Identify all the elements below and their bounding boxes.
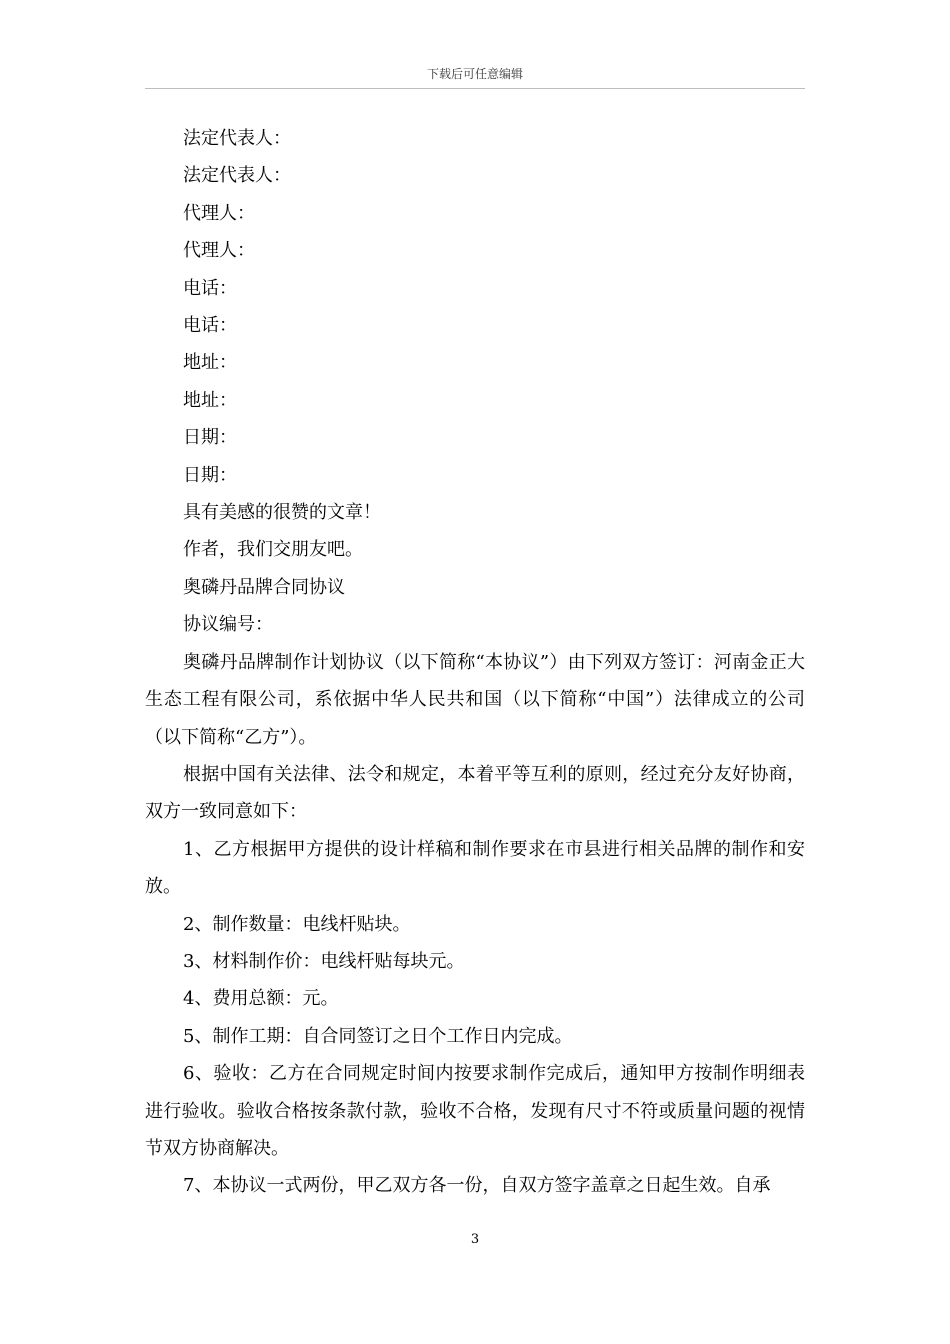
clause-1: 1、乙方根据甲方提供的设计样稿和制作要求在市县进行相关品牌的制作和安放。 [145,838,805,898]
document-body [145,120,805,1205]
field-legal-representative-1: 法定代表人： [183,128,291,149]
note-line-2: 作者，我们交朋友吧。 [183,539,363,561]
field-agent-2: 代理人： [183,240,255,262]
page-number: 3 [470,1232,480,1247]
field-date-1: 日期： [183,427,237,449]
clause-4: 4、费用总额：元。 [183,988,339,1010]
paragraph-intro: 奥磷丹品牌制作计划协议（以下简称“本协议”）由下列双方签订：河南金正大生态工程有限公司，系依据中华人民共和国（以下简称“中国”）法律成立的公司（以下简称“乙方”）。 [145,651,805,748]
field-date-2: 日期： [183,464,237,486]
field-address-2: 地址： [183,389,237,411]
clause-6: 6、验收：乙方在合同规定时间内按要求制作完成后，通知甲方按制作明细表进行验收。验收合格按条款付款，验收不合格，发现有尺寸不符或质量问题的视情节双方协商解决。 [145,1063,805,1159]
paragraph-basis: 根据中国有关法律、法令和规定，本着平等互利的原则，经过充分友好协商，双方一致同意如下： [145,763,805,823]
field-phone-1: 电话： [183,277,237,299]
field-legal-representative-2: 法定代表人： [183,165,291,187]
field-address-1: 地址： [183,352,237,374]
page-header: 下载后可任意编辑 [426,67,523,81]
field-phone-2: 电话： [183,315,237,337]
clause-2: 2、制作数量：电线杆贴块。 [183,913,411,935]
clause-3: 3、材料制作价：电线杆贴每块元。 [183,950,465,972]
clause-7: 7、本协议一式两份，甲乙双方各一份，自双方签字盖章之日起生效。自承 [183,1175,771,1197]
clause-5: 5、制作工期：自合同签订之日个工作日内完成。 [183,1025,573,1047]
field-agent-1: 代理人： [183,202,255,224]
header-rule [145,88,805,89]
note-line-1: 具有美感的很赞的文章！ [183,502,381,524]
document-title: 奥磷丹品牌合同协议 [183,576,345,598]
agreement-number-label: 协议编号： [183,614,273,636]
